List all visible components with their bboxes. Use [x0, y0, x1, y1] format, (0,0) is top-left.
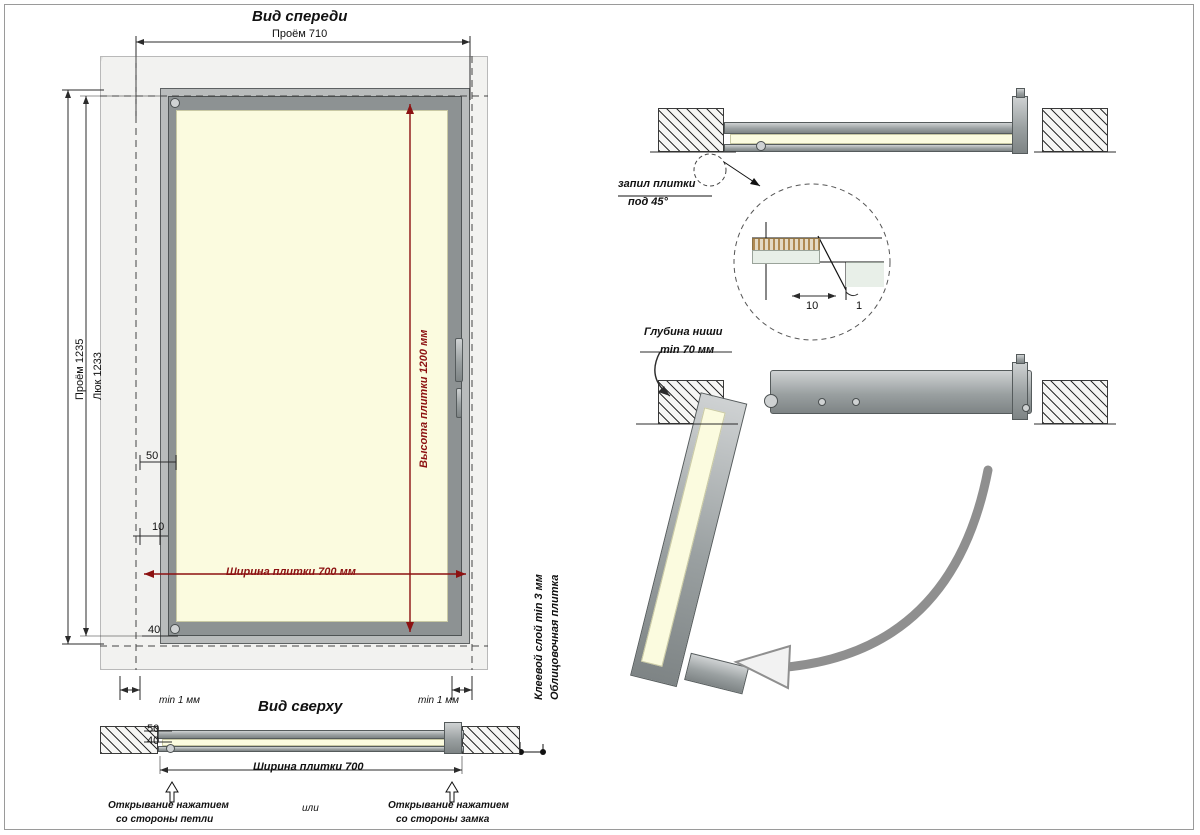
- front-view-title: Вид спереди: [252, 8, 348, 25]
- dim-opening-width: Проём 710: [272, 28, 328, 40]
- tile-height-label: Высота плитки 1200 мм: [418, 329, 430, 468]
- detail-dim-10: 10: [806, 300, 819, 312]
- dim-50-top: 50: [147, 723, 160, 735]
- dim-50-front: 50: [146, 450, 159, 462]
- gap-right-label: min 1 мм: [418, 695, 459, 706]
- dim-hatch-height: Люк 1233: [92, 352, 104, 400]
- open-lock-side-line1: Открывание нажатием: [388, 800, 509, 811]
- niche-depth-line2: min 70 мм: [660, 344, 715, 356]
- top-tile-width-label: Ширина плитки 700: [253, 761, 364, 773]
- open-hinge-side-line1: Открывание нажатием: [108, 800, 229, 811]
- facing-tile-label: Облицовочная плитка: [549, 574, 561, 700]
- gap-left-label: min 1 мм: [159, 695, 200, 706]
- or-label: или: [302, 803, 319, 814]
- dim-opening-height: Проём 1235: [74, 338, 86, 400]
- dim-40-top: 40: [147, 735, 160, 747]
- glue-layer-label: Клеевой слой min 3 мм: [533, 574, 545, 700]
- cut-label-line2: под 45°: [628, 196, 668, 208]
- top-view-title: Вид сверху: [258, 698, 343, 715]
- open-hinge-side-line2: со стороны петли: [116, 814, 214, 825]
- dim-40-front: 40: [148, 624, 161, 636]
- cut-label-line1: запил плитки: [618, 178, 696, 190]
- dim-10-front: 10: [152, 521, 165, 533]
- open-lock-side-line2: со стороны замка: [396, 814, 490, 825]
- niche-depth-line1: Глубина ниши: [644, 326, 723, 338]
- tile-width-label: Ширина плитки 700 мм: [226, 566, 356, 578]
- detail-dim-1: 1: [856, 300, 863, 312]
